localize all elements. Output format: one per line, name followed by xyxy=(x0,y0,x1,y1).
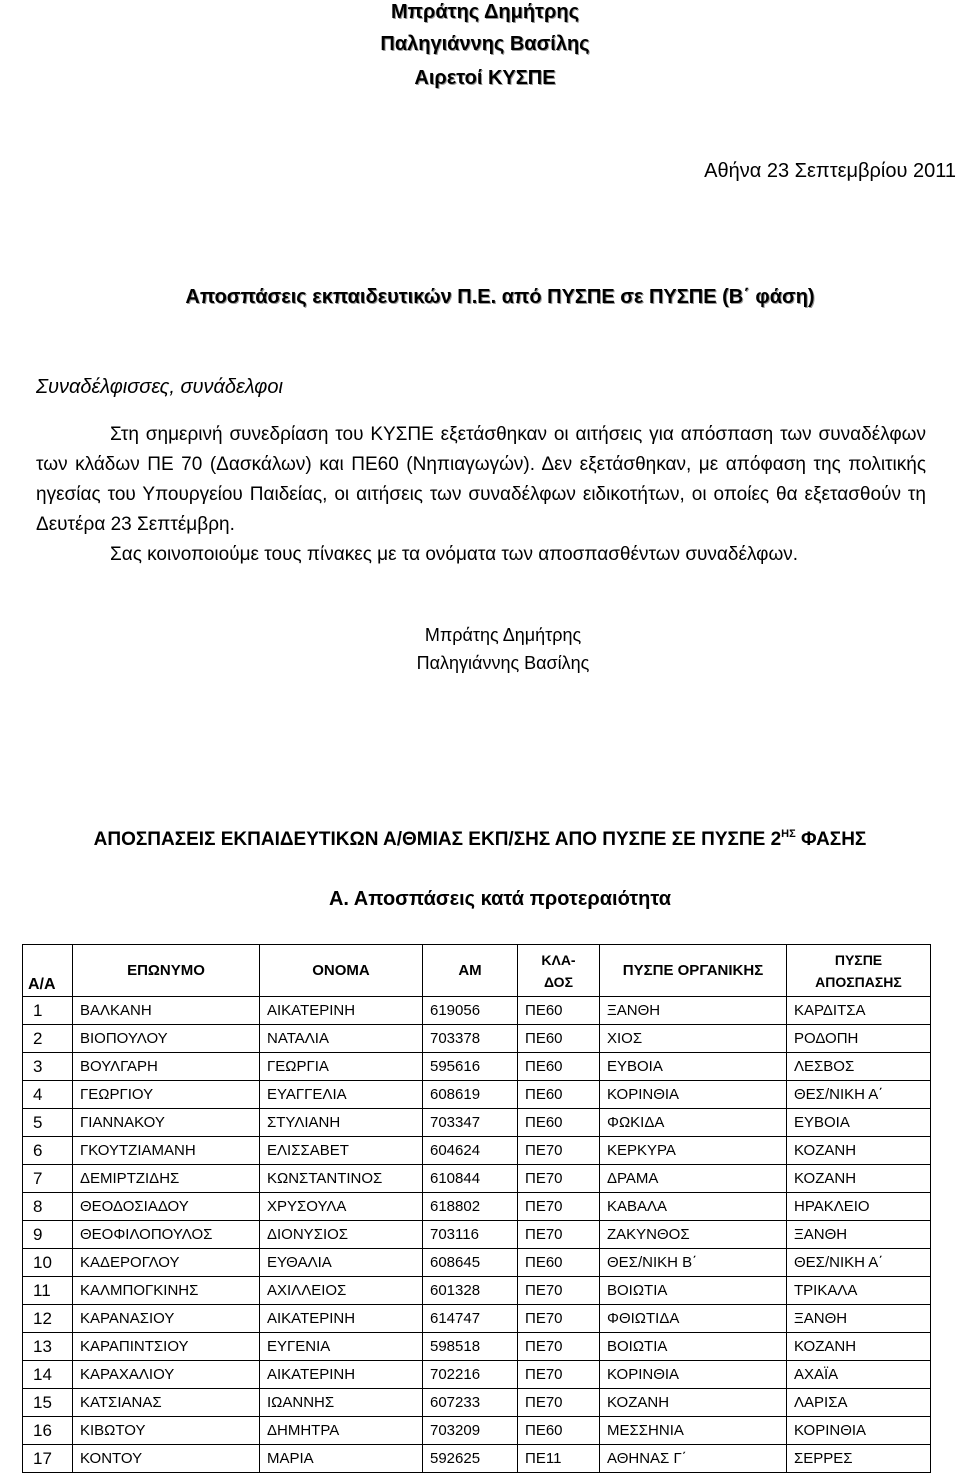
row-number: 1 xyxy=(23,997,73,1025)
row-number: 13 xyxy=(23,1333,73,1361)
am-cell: 607233 xyxy=(423,1389,518,1417)
signature-name-2: Παληγιάννης Βασίλης xyxy=(416,653,590,673)
table-title-tail: ΦΑΣΗΣ xyxy=(800,829,867,850)
origin-cell: ΦΩΚΙΔΑ xyxy=(600,1109,787,1137)
row-number: 16 xyxy=(23,1417,73,1445)
document-subject: Αποσπάσεις εκπαιδευτικών Π.Ε. από ΠΥΣΠΕ σε ΠΥΣΠΕ (Β΄ φάση) xyxy=(185,286,815,308)
name-cell: ΑΙΚΑΤΕΡΙΝΗ xyxy=(260,997,423,1025)
row-number: 4 xyxy=(23,1081,73,1109)
name-cell: ΑΙΚΑΤΕΡΙΝΗ xyxy=(260,1361,423,1389)
table-row xyxy=(23,1193,931,1221)
table-row xyxy=(23,997,931,1025)
origin-cell: ΞΑΝΘΗ xyxy=(600,997,787,1025)
destination-cell: ΚΟΖΑΝΗ xyxy=(787,1165,931,1193)
origin-cell: ΧΙΟΣ xyxy=(600,1025,787,1053)
branch-cell: ΠΕ70 xyxy=(518,1193,600,1221)
table-title xyxy=(0,828,960,851)
body-paragraph-2: Σας κοινοποιούμε τους πίνακες με τα ονόματα των αποσπασθέντων συναδέλφων. xyxy=(110,544,799,565)
destination-cell: ΑΧΑΪΑ xyxy=(787,1361,931,1389)
table-row xyxy=(23,1053,931,1081)
destination-cell: ΘΕΣ/ΝΙΚΗ Α΄ xyxy=(787,1249,931,1277)
greeting: Συναδέλφισσες, συνάδελφοι xyxy=(36,376,283,398)
table-row xyxy=(23,1361,931,1389)
am-cell: 618802 xyxy=(423,1193,518,1221)
table-title-main: ΑΠΟΣΠΑΣΕΙΣ ΕΚΠΑΙΔΕΥΤΙΚΩΝ Α/ΘΜΙΑΣ ΕΚΠ/ΣΗΣ ΑΠΟ ΠΥΣΠΕ ΣΕ ΠΥΣΠΕ 2 xyxy=(93,829,782,850)
am-cell: 608645 xyxy=(423,1249,518,1277)
header-branch-line1: ΚΛΑ- xyxy=(541,951,576,968)
branch-cell: ΠΕ60 xyxy=(518,1109,600,1137)
destination-cell: ΛΕΣΒΟΣ xyxy=(787,1053,931,1081)
branch-cell: ΠΕ70 xyxy=(518,1165,600,1193)
am-cell: 619056 xyxy=(423,997,518,1025)
document-date: Αθήνα 23 Σεπτεμβρίου 2011 xyxy=(704,160,956,182)
am-cell: 610844 xyxy=(423,1165,518,1193)
row-number: 3 xyxy=(23,1053,73,1081)
table-row xyxy=(23,1277,931,1305)
row-number: 15 xyxy=(23,1389,73,1417)
table-subtitle: Α. Αποσπάσεις κατά προτεραιότητα xyxy=(328,888,672,910)
name-cell: ΕΥΘΑΛΙΑ xyxy=(260,1249,423,1277)
row-number: 6 xyxy=(23,1137,73,1165)
header-name-1: Μπράτης Δημήτρης xyxy=(391,1,579,23)
destination-cell: ΘΕΣ/ΝΙΚΗ Α΄ xyxy=(787,1081,931,1109)
header-branch-line2: ΔΟΣ xyxy=(544,973,573,990)
surname-cell: ΓΕΩΡΓΙΟΥ xyxy=(73,1081,260,1109)
name-cell: ΣΤΥΛΙΑΝΗ xyxy=(260,1109,423,1137)
origin-cell: ΚΟΡΙΝΘΙΑ xyxy=(600,1361,787,1389)
destination-cell: ΡΟΔΟΠΗ xyxy=(787,1025,931,1053)
am-cell: 703347 xyxy=(423,1109,518,1137)
table-row xyxy=(23,1249,931,1277)
surname-cell: ΒΟΥΛΓΑΡΗ xyxy=(73,1053,260,1081)
destination-cell: ΞΑΝΘΗ xyxy=(787,1305,931,1333)
header-aa: Α/Α xyxy=(23,945,73,997)
name-cell: ΧΡΥΣΟΥΛΑ xyxy=(260,1193,423,1221)
surname-cell: ΘΕΟΦΙΛΟΠΟΥΛΟΣ xyxy=(73,1221,260,1249)
table-row xyxy=(23,1137,931,1165)
branch-cell: ΠΕ70 xyxy=(518,1333,600,1361)
table-row xyxy=(23,1305,931,1333)
branch-cell: ΠΕ60 xyxy=(518,1025,600,1053)
origin-cell: ΒΟΙΩΤΙΑ xyxy=(600,1333,787,1361)
table-row xyxy=(23,1417,931,1445)
am-cell: 592625 xyxy=(423,1445,518,1473)
name-cell: ΚΩΝΣΤΑΝΤΙΝΟΣ xyxy=(260,1165,423,1193)
origin-cell: ΚΟΡΙΝΘΙΑ xyxy=(600,1081,787,1109)
origin-cell: ΜΕΣΣΗΝΙΑ xyxy=(600,1417,787,1445)
row-number: 12 xyxy=(23,1305,73,1333)
am-cell: 703378 xyxy=(423,1025,518,1053)
origin-cell: ΔΡΑΜΑ xyxy=(600,1165,787,1193)
header-destination-line1: ΠΥΣΠΕ xyxy=(834,951,883,968)
signature-name-1: Μπράτης Δημήτρης xyxy=(424,625,582,645)
am-cell: 608619 xyxy=(423,1081,518,1109)
surname-cell: ΔΕΜΙΡΤΖΙΔΗΣ xyxy=(73,1165,260,1193)
header-origin: ΠΥΣΠΕ ΟΡΓΑΝΙΚΗΣ xyxy=(600,945,787,997)
destination-cell: ΚΑΡΔΙΤΣΑ xyxy=(787,997,931,1025)
surname-cell: ΚΑΔΕΡΟΓΛΟΥ xyxy=(73,1249,260,1277)
am-cell: 614747 xyxy=(423,1305,518,1333)
destination-cell: ΞΑΝΘΗ xyxy=(787,1221,931,1249)
origin-cell: ΚΑΒΑΛΑ xyxy=(600,1193,787,1221)
destination-cell: ΗΡΑΚΛΕΙΟ xyxy=(787,1193,931,1221)
row-number: 2 xyxy=(23,1025,73,1053)
transfers-table xyxy=(22,944,931,1473)
origin-cell: ΒΟΙΩΤΙΑ xyxy=(600,1277,787,1305)
body-paragraph-1: Στη σημερινή συνεδρίαση του ΚΥΣΠΕ εξετάσθηκαν οι αιτήσεις για απόσπαση των συναδέλφων των κλάδων ΠΕ 70 (Δασκάλων) και ΠΕ60 (Νηπιαγωγών). Δεν εξετάσθηκαν, με απόφαση της πολιτικής ηγεσίας του Υπουργείου Παιδείας, οι αιτήσεις των συναδέλφων ειδικοτήτων, οι οποίες θα εξετασθούν τη Δευτέρα 23 Σεπτέμβρη. xyxy=(36,424,926,535)
name-cell: ΕΥΑΓΓΕΛΙΑ xyxy=(260,1081,423,1109)
row-number: 10 xyxy=(23,1249,73,1277)
name-cell: ΝΑΤΑΛΙΑ xyxy=(260,1025,423,1053)
destination-cell: ΤΡΙΚΑΛΑ xyxy=(787,1277,931,1305)
surname-cell: ΓΙΑΝΝΑΚΟΥ xyxy=(73,1109,260,1137)
header-name-2: Παληγιάννης Βασίλης xyxy=(380,33,590,55)
name-cell: ΔΙΟΝΥΣΙΟΣ xyxy=(260,1221,423,1249)
table-row xyxy=(23,1333,931,1361)
header-branch xyxy=(518,945,600,997)
header-destination-line2: ΑΠΟΣΠΑΣΗΣ xyxy=(815,973,902,990)
table-header-row xyxy=(23,945,931,997)
am-cell: 601328 xyxy=(423,1277,518,1305)
am-cell: 703116 xyxy=(423,1221,518,1249)
header-surname: ΕΠΩΝΥΜΟ xyxy=(73,945,260,997)
name-cell: ΔΗΜΗΤΡΑ xyxy=(260,1417,423,1445)
table-row xyxy=(23,1389,931,1417)
destination-cell: ΕΥΒΟΙΑ xyxy=(787,1109,931,1137)
row-number: 17 xyxy=(23,1445,73,1473)
surname-cell: ΚΑΡΑΝΑΣΙΟΥ xyxy=(73,1305,260,1333)
name-cell: ΑΙΚΑΤΕΡΙΝΗ xyxy=(260,1305,423,1333)
origin-cell: ΚΕΡΚΥΡΑ xyxy=(600,1137,787,1165)
branch-cell: ΠΕ70 xyxy=(518,1389,600,1417)
table-row xyxy=(23,1081,931,1109)
surname-cell: ΒΑΛΚΑΝΗ xyxy=(73,997,260,1025)
table-row xyxy=(23,1165,931,1193)
surname-cell: ΚΑΡΑΧΑΛΙΟΥ xyxy=(73,1361,260,1389)
header-am: ΑΜ xyxy=(423,945,518,997)
header-name: ΟΝΟΜΑ xyxy=(260,945,423,997)
destination-cell: ΣΕΡΡΕΣ xyxy=(787,1445,931,1473)
destination-cell: ΛΑΡΙΣΑ xyxy=(787,1389,931,1417)
body-text xyxy=(36,420,926,570)
row-number: 7 xyxy=(23,1165,73,1193)
surname-cell: ΚΑΡΑΠΙΝΤΣΙΟΥ xyxy=(73,1333,260,1361)
origin-cell: ΦΘΙΩΤΙΔΑ xyxy=(600,1305,787,1333)
row-number: 9 xyxy=(23,1221,73,1249)
surname-cell: ΚΑΛΜΠΟΓΚΙΝΗΣ xyxy=(73,1277,260,1305)
branch-cell: ΠΕ60 xyxy=(518,1417,600,1445)
row-number: 14 xyxy=(23,1361,73,1389)
name-cell: ΓΕΩΡΓΙΑ xyxy=(260,1053,423,1081)
name-cell: ΙΩΑΝΝΗΣ xyxy=(260,1389,423,1417)
surname-cell: ΚΟΝΤΟΥ xyxy=(73,1445,260,1473)
destination-cell: ΚΟΖΑΝΗ xyxy=(787,1333,931,1361)
branch-cell: ΠΕ70 xyxy=(518,1305,600,1333)
am-cell: 702216 xyxy=(423,1361,518,1389)
am-cell: 598518 xyxy=(423,1333,518,1361)
table-row xyxy=(23,1445,931,1473)
destination-cell: ΚΟΡΙΝΘΙΑ xyxy=(787,1417,931,1445)
destination-cell: ΚΟΖΑΝΗ xyxy=(787,1137,931,1165)
origin-cell: ΖΑΚΥΝΘΟΣ xyxy=(600,1221,787,1249)
branch-cell: ΠΕ60 xyxy=(518,1249,600,1277)
row-number: 8 xyxy=(23,1193,73,1221)
origin-cell: ΚΟΖΑΝΗ xyxy=(600,1389,787,1417)
branch-cell: ΠΕ70 xyxy=(518,1361,600,1389)
branch-cell: ΠΕ11 xyxy=(518,1445,600,1473)
table-row xyxy=(23,1109,931,1137)
surname-cell: ΒΙΟΠΟΥΛΟΥ xyxy=(73,1025,260,1053)
row-number: 11 xyxy=(23,1277,73,1305)
am-cell: 595616 xyxy=(423,1053,518,1081)
table-title-sup: ΗΣ xyxy=(781,828,796,840)
origin-cell: ΑΘΗΝΑΣ Γ΄ xyxy=(600,1445,787,1473)
header-role: Αιρετοί ΚΥΣΠΕ xyxy=(414,67,556,89)
name-cell: ΕΛΙΣΣΑΒΕΤ xyxy=(260,1137,423,1165)
table-row xyxy=(23,1025,931,1053)
branch-cell: ΠΕ60 xyxy=(518,1081,600,1109)
branch-cell: ΠΕ60 xyxy=(518,997,600,1025)
header-destination xyxy=(787,945,931,997)
surname-cell: ΓΚΟΥΤΖΙΑΜΑΝΗ xyxy=(73,1137,260,1165)
branch-cell: ΠΕ70 xyxy=(518,1277,600,1305)
origin-cell: ΘΕΣ/ΝΙΚΗ Β΄ xyxy=(600,1249,787,1277)
name-cell: ΕΥΓΕΝΙΑ xyxy=(260,1333,423,1361)
am-cell: 604624 xyxy=(423,1137,518,1165)
branch-cell: ΠΕ60 xyxy=(518,1053,600,1081)
surname-cell: ΘΕΟΔΟΣΙΑΔΟΥ xyxy=(73,1193,260,1221)
branch-cell: ΠΕ70 xyxy=(518,1137,600,1165)
table-row xyxy=(23,1221,931,1249)
surname-cell: ΚΙΒΩΤΟΥ xyxy=(73,1417,260,1445)
origin-cell: ΕΥΒΟΙΑ xyxy=(600,1053,787,1081)
row-number: 5 xyxy=(23,1109,73,1137)
branch-cell: ΠΕ70 xyxy=(518,1221,600,1249)
name-cell: ΑΧΙΛΛΕΙΟΣ xyxy=(260,1277,423,1305)
am-cell: 703209 xyxy=(423,1417,518,1445)
name-cell: ΜΑΡΙΑ xyxy=(260,1445,423,1473)
surname-cell: ΚΑΤΣΙΑΝΑΣ xyxy=(73,1389,260,1417)
